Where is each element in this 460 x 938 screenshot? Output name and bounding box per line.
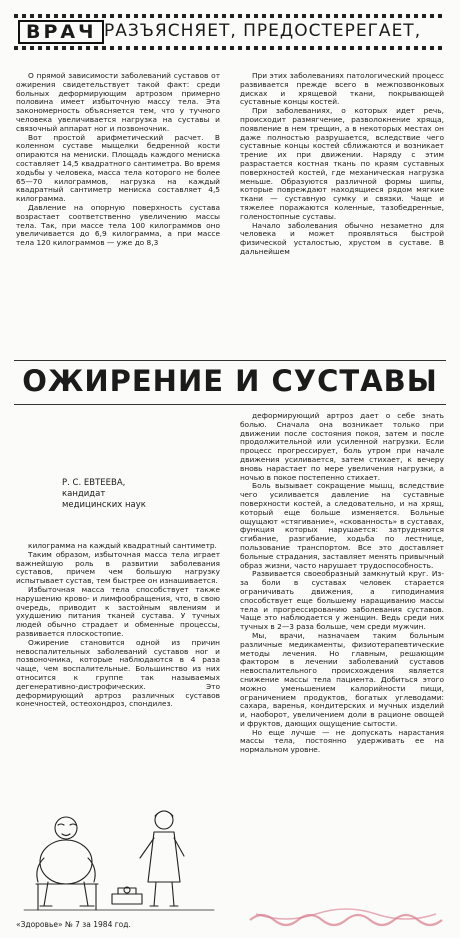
paragraph: килограмма на каждый квадратный сантиметр.	[28, 541, 217, 550]
article-title: ОЖИРЕНИЕ И СУСТАВЫ	[22, 364, 438, 398]
title-rule-bottom	[14, 404, 446, 405]
header-ornament-top	[14, 14, 446, 18]
watermark-scribble	[246, 906, 446, 928]
source-caption: «Здоровье» № 7 за 1984 год.	[16, 920, 131, 929]
text-column-bottom-left	[16, 542, 220, 792]
rubric-header	[14, 14, 446, 50]
paragraph: Таким образом, избыточная масса тела играет важнейшую роль в развитии заболевания суставов, причем чем большую нагрузку испытывает сустав, тем быстрее он изнашивается.	[16, 549, 220, 586]
doctor-patient-illustration	[14, 798, 224, 916]
paragraph: Мы, врачи, назначаем таким больным различные медикаменты, физиотерапевтические методы лечения. Но главным, решающим фактором в лечении заболеваний суставов невоспалительного происхождения является снижение массы тела пациента. Добиться этого можно уменьшением калорийности пищи, ограничением продуктов, богатых углеводами: сахара, варенья, кондитерских и мучных изделий и, наоборот, увеличением доли в рационе овощей и фруктов, дающих ощущение сытости.	[240, 630, 444, 728]
title-rule-top	[14, 360, 446, 361]
author-name: Р. С. ЕВТЕЕВА,	[62, 478, 126, 488]
author-field: медицинских наук	[62, 500, 146, 510]
author-byline	[62, 478, 146, 511]
paragraph: Давление на опорную поверхность сустава возрастает соответственно увеличению массы тела. Так, при массе тела 100 килограммов оно увеличивается до 6,9 килограмма, а при массе тела 120 килограммов — уже до 8,3	[16, 202, 220, 248]
paragraph: О прямой зависимости заболеваний суставов от ожирения свидетельствует такой факт: среди больных деформирующим артрозом примерно половина имеет избыточную массу тела. Эта закономерность объясняется тем, что у тучного человека увеличивается нагрузка на суставы и связочный аппарат ног и позвоночник.	[16, 71, 220, 133]
paragraph: Но еще лучше — не допускать нарастания массы тела, постоянно удерживать ее на нормальном уровне.	[240, 727, 444, 755]
paragraph: Начало заболевания обычно незаметно для человека и может проявляться быстрой физической усталостью, хрустом в суставе. В дальнейшем	[240, 220, 444, 256]
header-ornament-bottom	[14, 46, 446, 50]
paragraph: деформирующий артроз дает о себе знать болью. Сначала она возникает только при движении после состояния покоя, затем и после продолжительной или усиленной нагрузки. Если процесс прогрессирует, боль утром при начале движения усиливается, затем стихает, к вечеру вновь нарастает по мере увеличения нагрузки, а ночью в покое постепенно стихает.	[240, 411, 444, 482]
paragraph: При этих заболеваниях патологический процесс развивается прежде всего в межпозвонковых дисках и хрящевой ткани, покрывающей суставные концы костей.	[240, 71, 444, 107]
rubric-label-box	[18, 20, 104, 44]
text-column-top-left	[16, 72, 220, 358]
paragraph: Ожирение становится одной из причин невоспалительных заболеваний суставов ног и позвоночника, которые наблюдаются в 4 раза чаще, чем воспалительные. Большинство из них относится к группе так называемых дегенеративно-дистрофических. Это деформирующий артроз различных суставов конечностей, остеохондроз, спондилез.	[16, 637, 220, 709]
text-column-top-right	[240, 72, 444, 358]
author-degree: кандидат	[62, 489, 106, 499]
paragraph: Вот простой арифметический расчет. В коленном суставе мыщелки бедренной кости опираются на мениски. Площадь каждого мениска составляет 14,5 квадратного сантиметра. Во время ходьбы у человека, масса тела которого не более 65—70 килограммов, нагрузка на каждый квадратный сантиметр мениска составляет 4,5 килограмма.	[16, 132, 220, 204]
paragraph: Избыточная масса тела способствует также нарушению крово- и лимфообращения, что, в свою очередь, приводит к застойным явлениям и ухудшению питания тканей сустава. У тучных людей обычно страдает и обменные процессы, развивается плоскостопие.	[16, 584, 220, 638]
rubric-label: ВРАЧ	[26, 21, 97, 43]
paragraph: Боль вызывает сокращение мышц, вследствие чего усиливается давление на суставные поверхности костей, а следовательно, и на хрящ, который еще больше изменяется. Больные ощущают «стягивание», «скованность» в суставах, функция которых нарушается: затрудняются сгибание, разгибание, ходьба по лестнице, пользование транспортом. Все это доставляет больные страдания, заставляет менять привычный образ жизни, часто нарушает трудоспособность.	[240, 481, 444, 570]
paragraph: Развивается своеобразный замкнутый круг. Из-за боли в суставах человек старается ограничивать движения, а гиподинамия способствует еще большему наращиванию массы тела и прогрессированию заболевания суставов. Чаще это наблюдается у женщин. Ведь среди них тучных в 2—3 раза больше, чем среди мужчин.	[240, 569, 444, 632]
paragraph: При заболеваниях, о которых идет речь, происходит размягчение, разволокнение хряща, появление в нем трещин, а в некоторых местах он даже полностью разрушается, вследствие чего суставные концы костей сближаются и возникает трение их при движении. Наряду с этим разрастается костная ткань по краям суставных поверхностей костей, где механическая нагрузка меньше. Образуются различной формы шипы, которые повреждают находящиеся рядом мягкие ткани — суставную сумку и связки. Чаще и тяжелее поражаются коленные, тазобедренные, голеностопные суставы.	[240, 106, 444, 221]
text-column-bottom-right	[240, 412, 444, 906]
rubric-subtitle: РАЗЪЯСНЯЕТ, ПРЕДОСТЕРЕГАЕТ,	[104, 21, 422, 41]
